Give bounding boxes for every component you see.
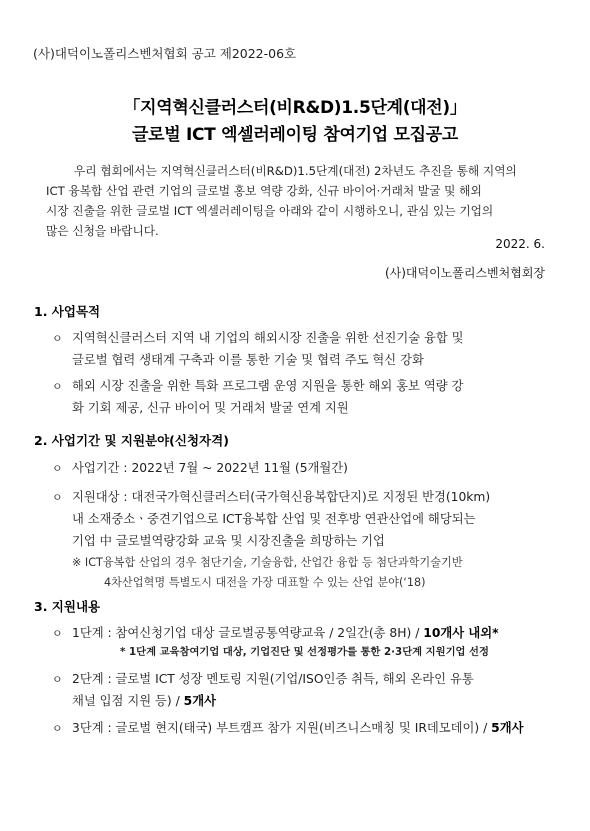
issuing-organization: (사)대덕이노폴리스벤처협회장	[384, 266, 545, 280]
list-item	[52, 669, 474, 687]
list-item	[52, 718, 524, 736]
list-item	[52, 376, 463, 394]
bullet-icon: ㅇ	[52, 722, 63, 735]
item-text: 지원대상 : 대전국가혁신클러스터(국가혁신융복합단지)로 지정된 반경(10km)	[72, 490, 491, 504]
item-quota: 5개사	[183, 694, 216, 708]
bullet-icon: ㅇ	[52, 627, 63, 640]
item-text: 1단계 : 참여신청기업 대상 글로벌공통역량교육 / 2일간(총 8H) /	[72, 626, 424, 640]
list-item	[52, 623, 499, 641]
item-text: 지역혁신클러스터 지역 내 기업의 해외시장 진출을 위한 선진기술 융합 및	[72, 331, 464, 345]
bullet-icon: ㅇ	[52, 491, 63, 504]
section-title: 3. 지원내용	[34, 599, 101, 614]
section-title: 2. 사업기간 및 지원분야(신청자격)	[34, 433, 229, 448]
intro-paragraph	[46, 161, 550, 241]
item-quota: 10개사 내외*	[423, 626, 499, 640]
notice-date: 2022. 6.	[495, 237, 545, 251]
bullet-icon: ㅇ	[52, 673, 63, 686]
item-text: 2단계 : 글로벌 ICT 성장 멘토링 지원(기업/ISO인증 취득, 해외 온라인 유통	[72, 672, 474, 686]
item-continuation: 내 소재중소ㆍ중견기업으로 ICT융복합 산업 및 전후방 연관산업에 해당되는	[72, 512, 476, 526]
section-title: 1. 사업목적	[34, 304, 101, 319]
item-text: 채널 입점 지원 등) /	[72, 694, 184, 708]
footnote: ※ ICT융복합 산업의 경우 첨단기술, 기술융합, 산업간 융합 등 첨단과학기술기반	[72, 556, 463, 569]
item-continuation: 기업 中 글로벌역량강화 교육 및 시장진출을 희망하는 기업	[72, 534, 385, 548]
item-text: 사업기간 : 2022년 7월 ~ 2022년 11월 (5개월간)	[72, 461, 348, 475]
list-item	[52, 328, 464, 346]
bullet-icon: ㅇ	[52, 462, 63, 475]
item-continuation: 화 기회 제공, 신규 바이어 및 거래처 발굴 연계 지원	[72, 401, 349, 415]
notice-number: (사)대덕이노폴리스벤처협회 공고 제2022-06호	[33, 46, 297, 61]
intro-line: ICT 융복합 산업 관련 기업의 글로벌 홍보 역량 강화, 신규 바이어·거래처 발굴 및 해외	[46, 184, 482, 198]
sub-note: * 1단계 교육참여기업 대상, 기업진단 및 선정평가를 통한 2·3단계 지원기업 선정	[120, 646, 489, 658]
list-item	[52, 487, 490, 505]
intro-line: 우리 협회에서는 지역혁신클러스터(비R&D)1.5단계(대전) 2차년도 추진을 통해 지역의	[74, 164, 517, 178]
item-text: 3단계 : 글로벌 현지(태국) 부트캠프 참가 지원(비즈니스매칭 및 IR데모데이) /	[72, 721, 492, 735]
footnote-continuation: 4차산업혁명 특별도시 대전을 가장 대표할 수 있는 산업 분야(‘18)	[104, 576, 426, 589]
item-text: 해외 시장 진출을 위한 특화 프로그램 운영 지원을 통한 해외 홍보 역량 강	[72, 379, 464, 393]
intro-line: 시장 진출을 위한 글로벌 ICT 엑셀러레이팅을 아래와 같이 시행하오니, 관심 있는 기업의	[46, 204, 494, 218]
bullet-icon: ㅇ	[52, 332, 63, 345]
document-title-line2: 글로벌 ICT 엑셀러레이팅 참여기업 모집공고	[131, 125, 459, 145]
intro-line: 많은 신청을 바랍니다.	[46, 224, 159, 238]
item-continuation	[72, 691, 216, 709]
bullet-icon: ㅇ	[52, 380, 63, 393]
document-title-line1: 「지역혁신클러스터(비R&D)1.5단계(대전)」	[123, 98, 467, 118]
item-quota: 5개사	[491, 721, 524, 735]
item-continuation: 글로벌 협력 생태계 구축과 이를 통한 기술 및 협력 주도 혁신 강화	[72, 353, 424, 367]
list-item	[52, 458, 348, 476]
